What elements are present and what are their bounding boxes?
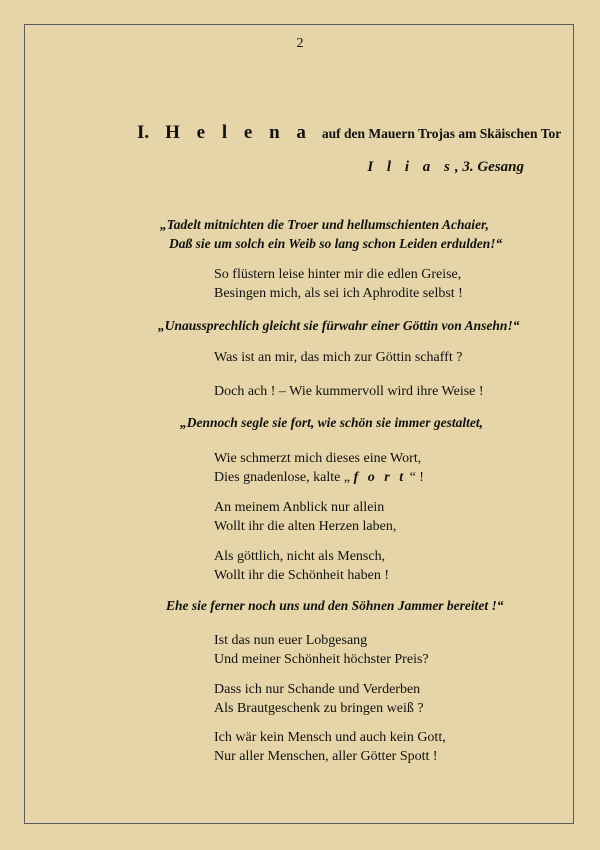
verse-text: Dies gnadenlose, kalte: [214, 469, 341, 485]
verse-line: Und meiner Schönheit höchster Preis?: [214, 651, 429, 667]
verse-line: Wie schmerzt mich dieses eine Wort,: [214, 451, 422, 466]
verse-line: Ist das nun euer Lobgesang: [214, 633, 368, 648]
verse-line: Nur aller Menschen, aller Götter Spott !: [214, 748, 438, 764]
stanza: [214, 383, 484, 402]
title-subtitle: auf den Mauern Trojas am Skäischen Tor: [321, 126, 562, 141]
quote-line: Daß sie um solch ein Weib so lang schon Leiden erdulden!“: [169, 235, 503, 252]
verse-line: An meinem Anblick nur allein: [214, 500, 385, 515]
quote-line: „Dennoch segle sie fort, wie schön sie immer gestaltet,: [180, 414, 483, 431]
verse-line: Dass ich nur Schande und Verderben: [214, 682, 421, 697]
fort-close-quote: “ !: [409, 469, 424, 485]
verse-line: Wollt ihr die alten Herzen laben,: [214, 518, 397, 534]
verse-line: Was ist an mir, das mich zur Göttin schafft ?: [214, 350, 463, 365]
verse-line: Wollt ihr die Schönheit haben !: [214, 567, 389, 583]
quote-line: „Tadelt mitnichten die Troer und hellumschienten Achaier,: [160, 216, 489, 233]
fort-open-quote: „: [343, 469, 351, 485]
stanza: [214, 548, 389, 585]
stanza: [214, 266, 463, 303]
stanza: [214, 729, 446, 766]
title-name: H e l e n a: [165, 122, 312, 143]
page-number: 2: [296, 36, 304, 51]
quote-line: „Unaussprechlich gleicht sie fürwahr einer Göttin von Ansehn!“: [158, 317, 520, 334]
stanza: [214, 349, 462, 368]
verse-line: Als göttlich, nicht als Mensch,: [214, 549, 386, 564]
verse-line: Besingen mich, als sei ich Aphrodite selbst !: [214, 285, 463, 301]
fort-word: f o r t: [353, 469, 407, 485]
stanza: [214, 450, 424, 487]
verse-line: So flüstern leise hinter mir die edlen Greise,: [214, 267, 462, 282]
stanza: [214, 499, 396, 536]
quote-line: Ehe sie ferner noch uns und den Söhnen Jammer bereitet !“: [166, 597, 504, 614]
stanza: [214, 681, 424, 718]
verse-line: Ich wär kein Mensch und auch kein Gott,: [214, 730, 446, 745]
verse-line: [214, 469, 424, 488]
title-numeral: I.: [137, 122, 150, 143]
source-rest: , 3. Gesang: [454, 159, 524, 175]
verse-line: Doch ach ! – Wie kummervoll wird ihre Weise !: [214, 384, 484, 399]
verse-line: Als Brautgeschenk zu bringen weiß ?: [214, 700, 424, 716]
poem-title: [137, 122, 561, 144]
source-book: I l i a s: [367, 159, 455, 175]
source-reference: [367, 159, 524, 176]
stanza: [214, 632, 429, 669]
